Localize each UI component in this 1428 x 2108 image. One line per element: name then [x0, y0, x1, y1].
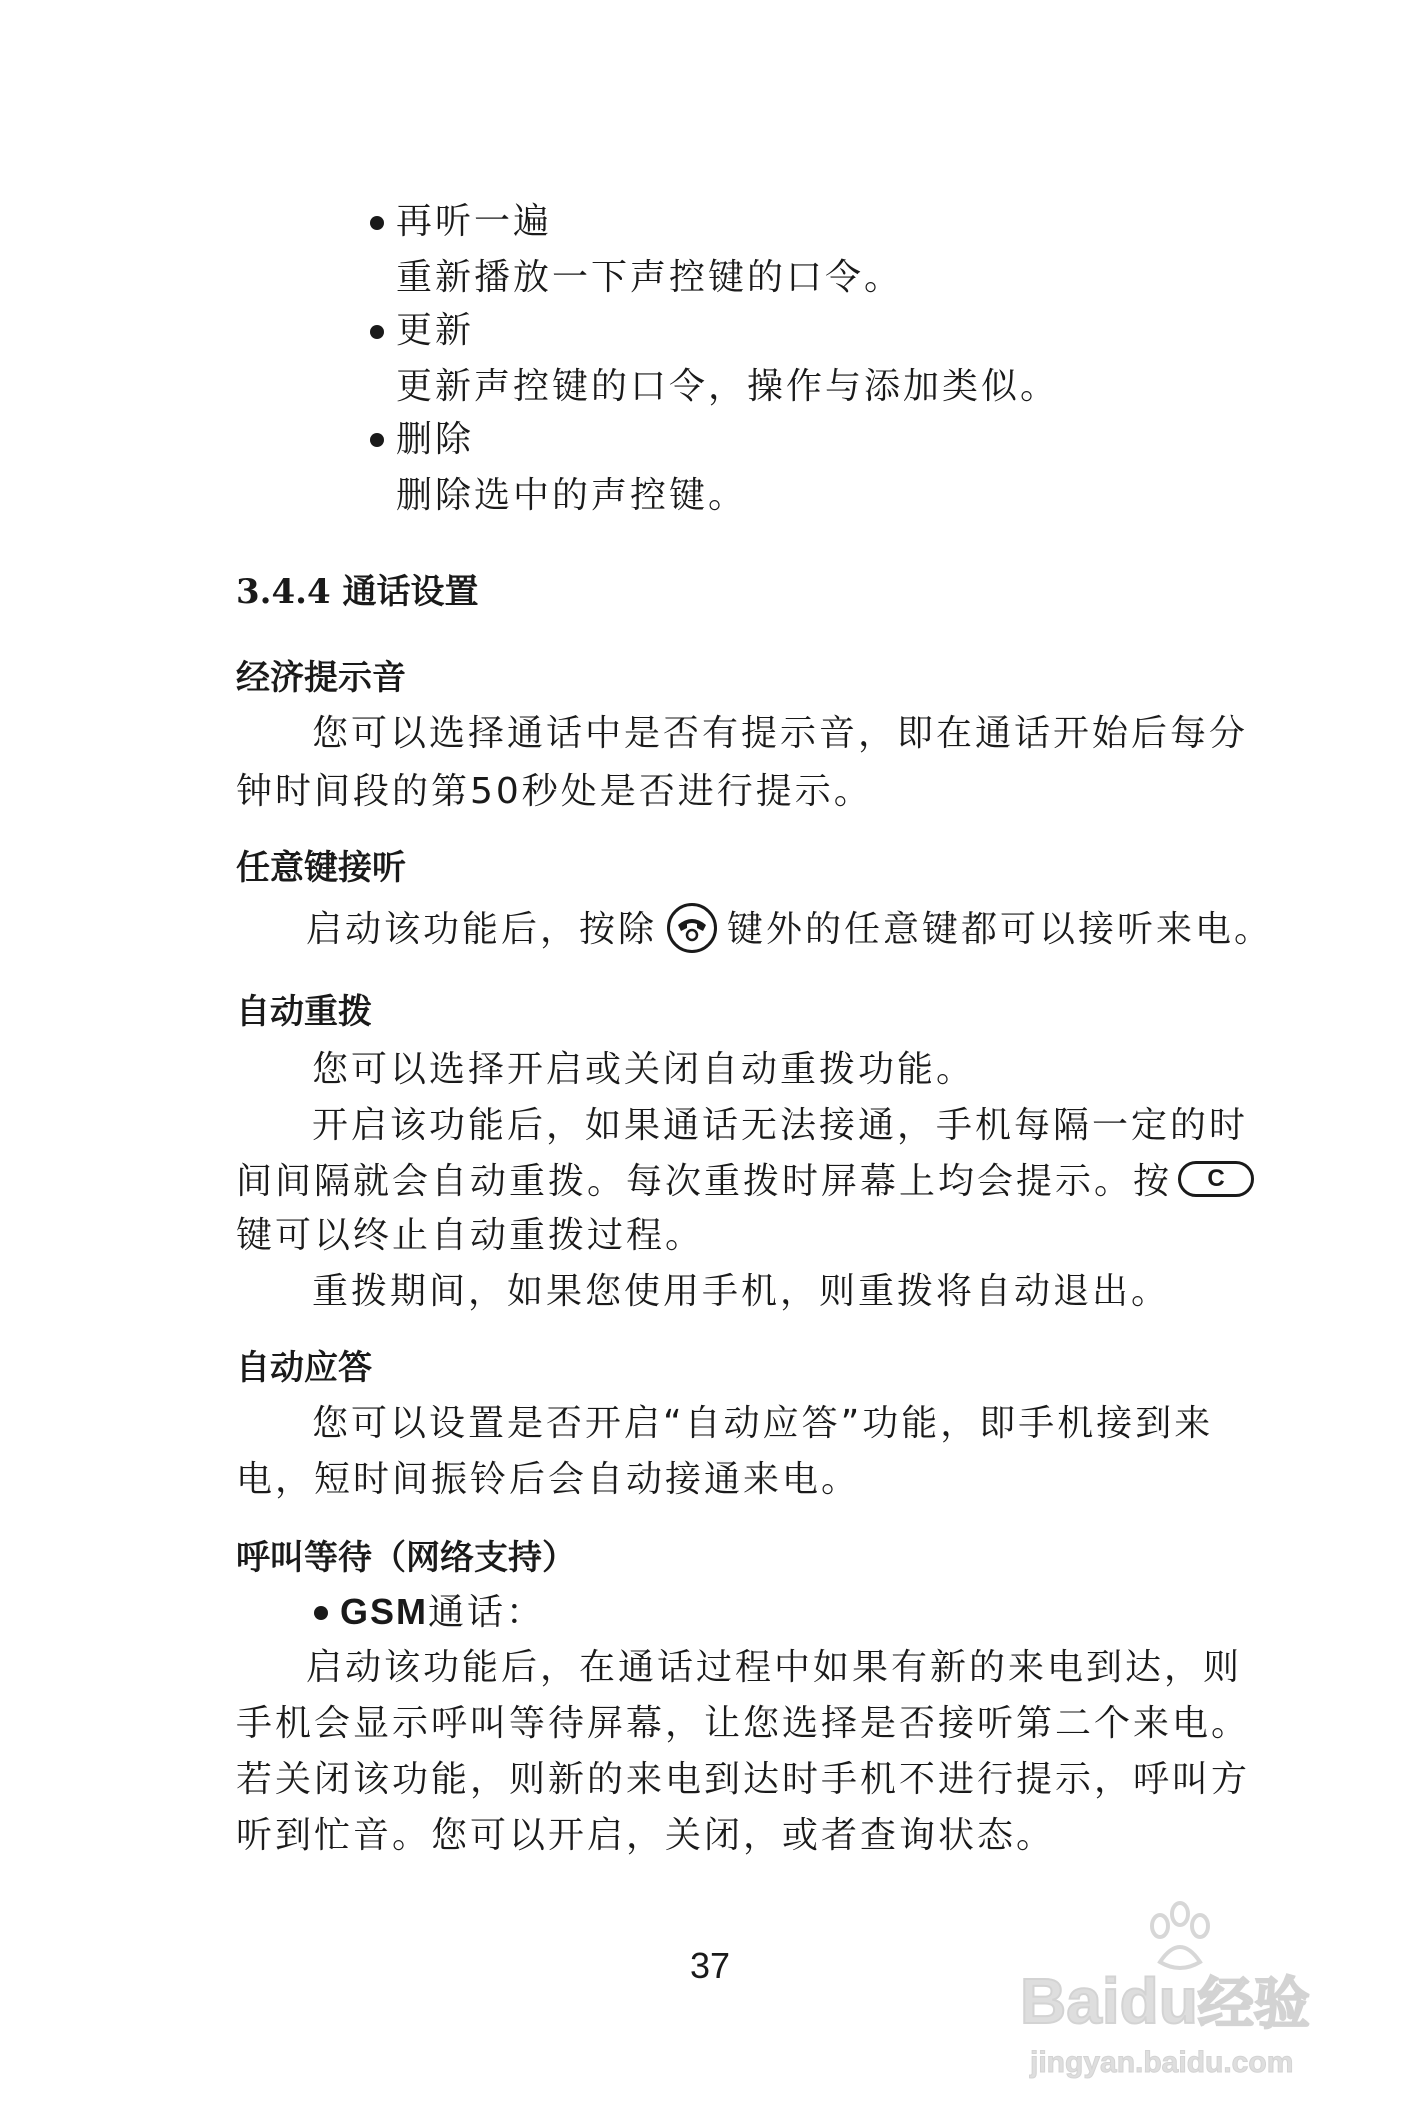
- paragraph-line: 启动该功能后，在通话过程中如果有新的来电到达，则: [306, 1647, 1243, 1688]
- paragraph-line-anykey: [306, 906, 1273, 956]
- watermark-url: jingyan.baidu.com: [1030, 2046, 1294, 2079]
- subsection-heading-anykey: 任意键接听: [236, 848, 406, 888]
- baidu-jingyan-watermark: [1020, 1900, 1400, 2090]
- section-heading: 3.4.4 通话设置: [236, 572, 479, 612]
- paragraph-line: 开启该功能后，如果通话无法接通，手机每隔一定的时: [312, 1105, 1249, 1146]
- text-after-key: 键外的任意键都可以接听来电。: [727, 909, 1274, 950]
- bullet-gsm: [340, 1590, 545, 1635]
- subsection-heading-economy: 经济提示音: [236, 658, 406, 698]
- bullet-desc: 更新声控键的口令，操作与添加类似。: [396, 366, 1060, 407]
- paragraph-line: 听到忙音。您可以开启，关闭，或者查询状态。: [236, 1815, 1056, 1856]
- gsm-rest: 通话：: [428, 1592, 546, 1633]
- paragraph-line: 您可以选择通话中是否有提示音，即在通话开始后每分: [312, 713, 1249, 754]
- paragraph-line-with-key: [236, 1160, 1254, 1204]
- bullet-dot: [370, 325, 384, 339]
- paragraph-line: 手机会显示呼叫等待屏幕，让您选择是否接听第二个来电。: [236, 1703, 1251, 1744]
- subsection-heading-callwaiting: 呼叫等待（网络支持）: [236, 1538, 576, 1578]
- paragraph-line: 钟时间段的第50秒处是否进行提示。: [236, 771, 873, 812]
- paragraph-line: 电，短时间振铃后会自动接通来电。: [236, 1459, 861, 1500]
- paragraph-line: 您可以选择开启或关闭自动重拨功能。: [312, 1049, 976, 1090]
- bullet-desc: 删除选中的声控键。: [396, 475, 748, 516]
- c-key-icon: C: [1178, 1161, 1254, 1197]
- bullet-desc: 重新播放一下声控键的口令。: [396, 257, 904, 298]
- bullet-dot: [370, 433, 384, 447]
- redial-text: 间间隔就会自动重拨。每次重拨时屏幕上均会提示。按: [236, 1161, 1173, 1202]
- subsection-heading-autoanswer: 自动应答: [236, 1348, 372, 1388]
- page-number: 37: [690, 1945, 731, 1986]
- bullet-dot: [314, 1606, 328, 1620]
- paragraph-line: 您可以设置是否开启“自动应答”功能，即手机接到来: [312, 1403, 1214, 1444]
- bullet-dot: [370, 216, 384, 230]
- subsection-heading-redial: 自动重拨: [236, 992, 372, 1032]
- end-call-key-icon: [667, 903, 717, 953]
- paragraph-line: 键可以终止自动重拨过程。: [236, 1215, 705, 1256]
- bullet-title: 删除: [396, 419, 475, 460]
- paragraph-line: 重拨期间，如果您使用手机，则重拨将自动退出。: [312, 1271, 1171, 1312]
- bullet-title: 再听一遍: [396, 201, 553, 242]
- paragraph-line: 若关闭该功能，则新的来电到达时手机不进行提示，呼叫方: [236, 1759, 1251, 1800]
- text-before-key: 启动该功能后，按除: [306, 909, 658, 950]
- watermark-brand: Baidu经验: [1020, 1965, 1310, 2037]
- gsm-label: GSM: [340, 1591, 429, 1632]
- bullet-title: 更新: [396, 310, 475, 351]
